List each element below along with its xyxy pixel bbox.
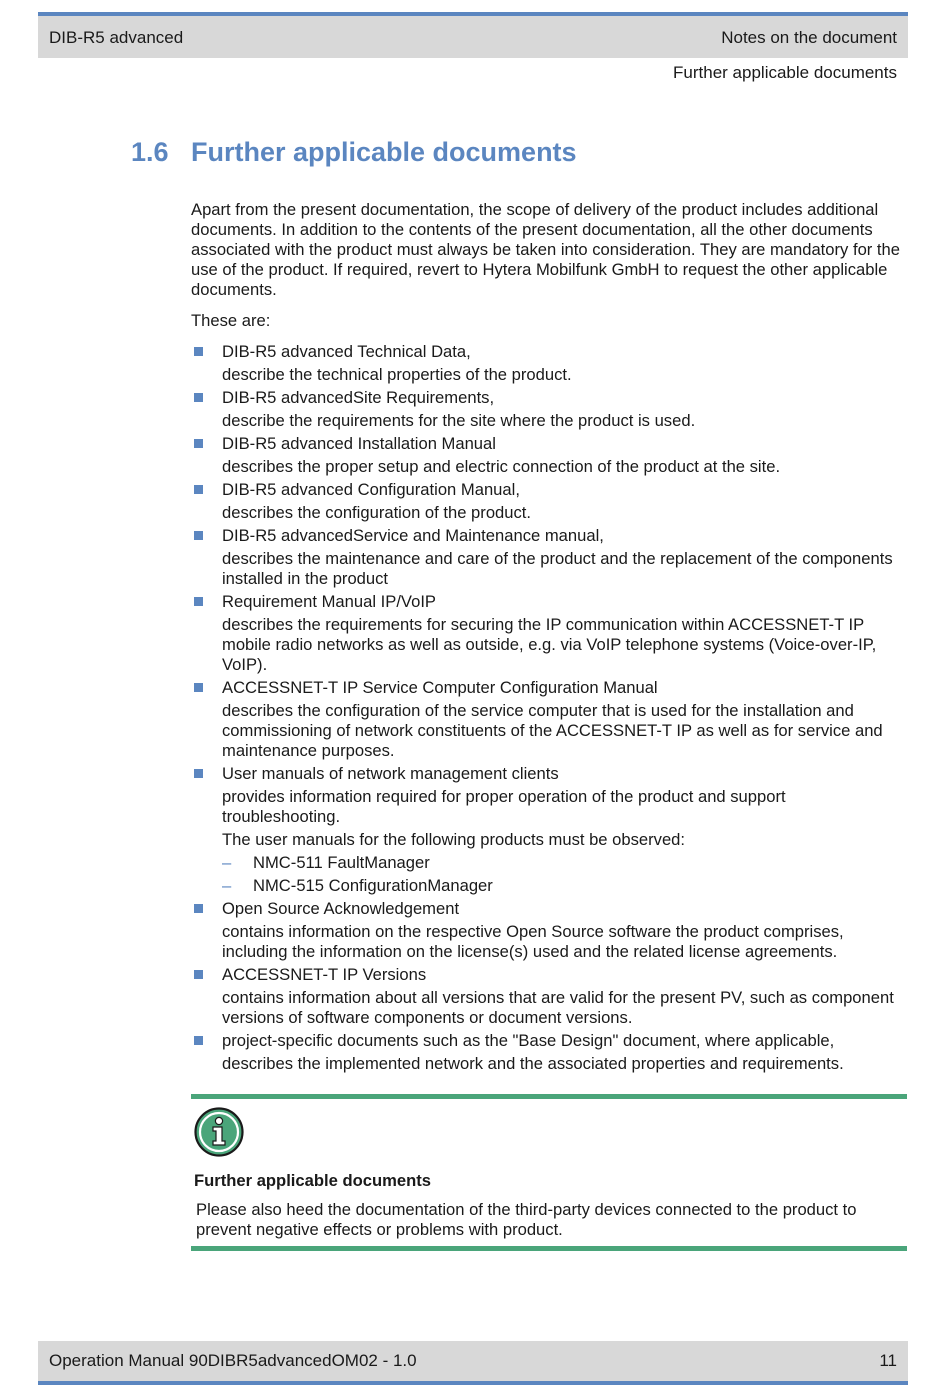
list-item — [191, 342, 906, 385]
note-text: Please also heed the documentation of the third-party devices connected to the product to prevent negative effects or problems with product. — [196, 1200, 857, 1239]
list-item-title: Open Source Acknowledgement — [222, 899, 460, 918]
list-item — [191, 899, 906, 962]
sub-list-item — [222, 853, 906, 873]
bullet-square-icon — [194, 597, 203, 606]
list-item-description: describes the configuration of the product. — [222, 503, 532, 522]
list-item — [191, 592, 906, 675]
bullet-square-icon — [194, 970, 203, 979]
sub-list-item-label: NMC-515 ConfigurationManager — [253, 876, 493, 895]
list-item-title: project-specific documents such as the "Base Design" document, where applicable, — [222, 1031, 835, 1050]
dash-bullet-icon: – — [222, 876, 232, 895]
page-header — [38, 12, 908, 58]
note-box — [191, 1094, 907, 1252]
bullet-square-icon — [194, 683, 203, 692]
sub-list-item-label: NMC-511 FaultManager — [253, 853, 430, 872]
list-item — [191, 1031, 906, 1074]
footer-document: Operation Manual 90DIBR5advancedOM02 - 1.0 — [49, 1351, 417, 1370]
bullet-square-icon — [194, 1036, 203, 1045]
intro-paragraph: Apart from the present documentation, the scope of delivery of the product includes additional documents. In addition to the contents of the present documentation, all the other documents associated with the product must always be taken into consideration. They are mandatory for the use of the product. If required, revert to Hytera Mobilfunk GmbH to request the other applicable documents. — [191, 200, 901, 299]
dash-bullet-icon: – — [222, 853, 232, 872]
main-content — [191, 200, 906, 1077]
list-item — [191, 480, 906, 523]
list-item-description: contains information on the respective Open Source software the product comprises, including the information on the license(s) used and the related license agreements. — [222, 922, 844, 961]
info-icon — [194, 1107, 244, 1157]
list-item-description: contains information about all versions that are valid for the present PV, such as component versions of software components or document versions. — [222, 988, 894, 1027]
section-number: 1.6 — [131, 137, 169, 167]
section-heading — [131, 137, 577, 168]
these-are-label: These are: — [191, 311, 271, 330]
list-item — [191, 764, 906, 896]
bullet-square-icon — [194, 769, 203, 778]
list-item-title: DIB-R5 advancedSite Requirements, — [222, 388, 495, 407]
list-item-description: describes the implemented network and the associated properties and requirements. — [222, 1054, 844, 1073]
list-item-title: User manuals of network management clients — [222, 764, 559, 783]
bullet-square-icon — [194, 904, 203, 913]
list-item-title: DIB-R5 advanced Installation Manual — [222, 434, 496, 453]
list-item-title: DIB-R5 advancedService and Maintenance manual, — [222, 526, 604, 545]
list-item — [191, 678, 906, 761]
bullet-square-icon — [194, 393, 203, 402]
list-item — [191, 965, 906, 1028]
bullet-square-icon — [194, 485, 203, 494]
list-item-description: provides information required for proper operation of the product and support troubleshooting. — [222, 787, 786, 826]
list-item — [191, 388, 906, 431]
bullet-square-icon — [194, 347, 203, 356]
list-item-title: ACCESSNET-T IP Versions — [222, 965, 427, 984]
list-item-description: describes the proper setup and electric connection of the product at the site. — [222, 457, 781, 476]
list-item — [191, 526, 906, 589]
note-top-rule — [191, 1094, 907, 1099]
bullet-square-icon — [194, 439, 203, 448]
section-title: Further applicable documents — [191, 137, 577, 167]
list-item-title: DIB-R5 advanced Technical Data, — [222, 342, 471, 361]
list-item-description: describe the requirements for the site where the product is used. — [222, 411, 696, 430]
header-product: DIB-R5 advanced — [49, 28, 184, 47]
header-section: Further applicable documents — [673, 63, 897, 82]
note-title: Further applicable documents — [194, 1171, 431, 1190]
list-item — [191, 434, 906, 477]
page-footer — [38, 1341, 908, 1385]
document-list — [191, 342, 906, 1074]
bullet-square-icon — [194, 531, 203, 540]
header-chapter: Notes on the document — [721, 28, 897, 47]
list-item-title: Requirement Manual IP/VoIP — [222, 592, 436, 611]
sub-list-item — [222, 876, 906, 896]
note-bottom-rule — [191, 1246, 907, 1251]
list-item-description: describes the maintenance and care of the product and the replacement of the components installed in the product — [222, 549, 893, 588]
list-item-description: describe the technical properties of the product. — [222, 365, 572, 384]
page-number: 11 — [879, 1351, 897, 1370]
list-item-description: describes the requirements for securing the IP communication within ACCESSNET-T IP mobile radio networks as well as outside, e.g. via VoIP telephone systems (Voice-over-IP, VoIP). — [222, 615, 877, 674]
list-item-description-extra: The user manuals for the following products must be observed: — [222, 830, 686, 849]
list-item-title: ACCESSNET-T IP Service Computer Configuration Manual — [222, 678, 658, 697]
list-item-title: DIB-R5 advanced Configuration Manual, — [222, 480, 520, 499]
list-item-description: describes the configuration of the service computer that is used for the installation and commissioning of network constituents of the ACCESSNET-T IP as well as for service and maintenance purposes. — [222, 701, 883, 760]
